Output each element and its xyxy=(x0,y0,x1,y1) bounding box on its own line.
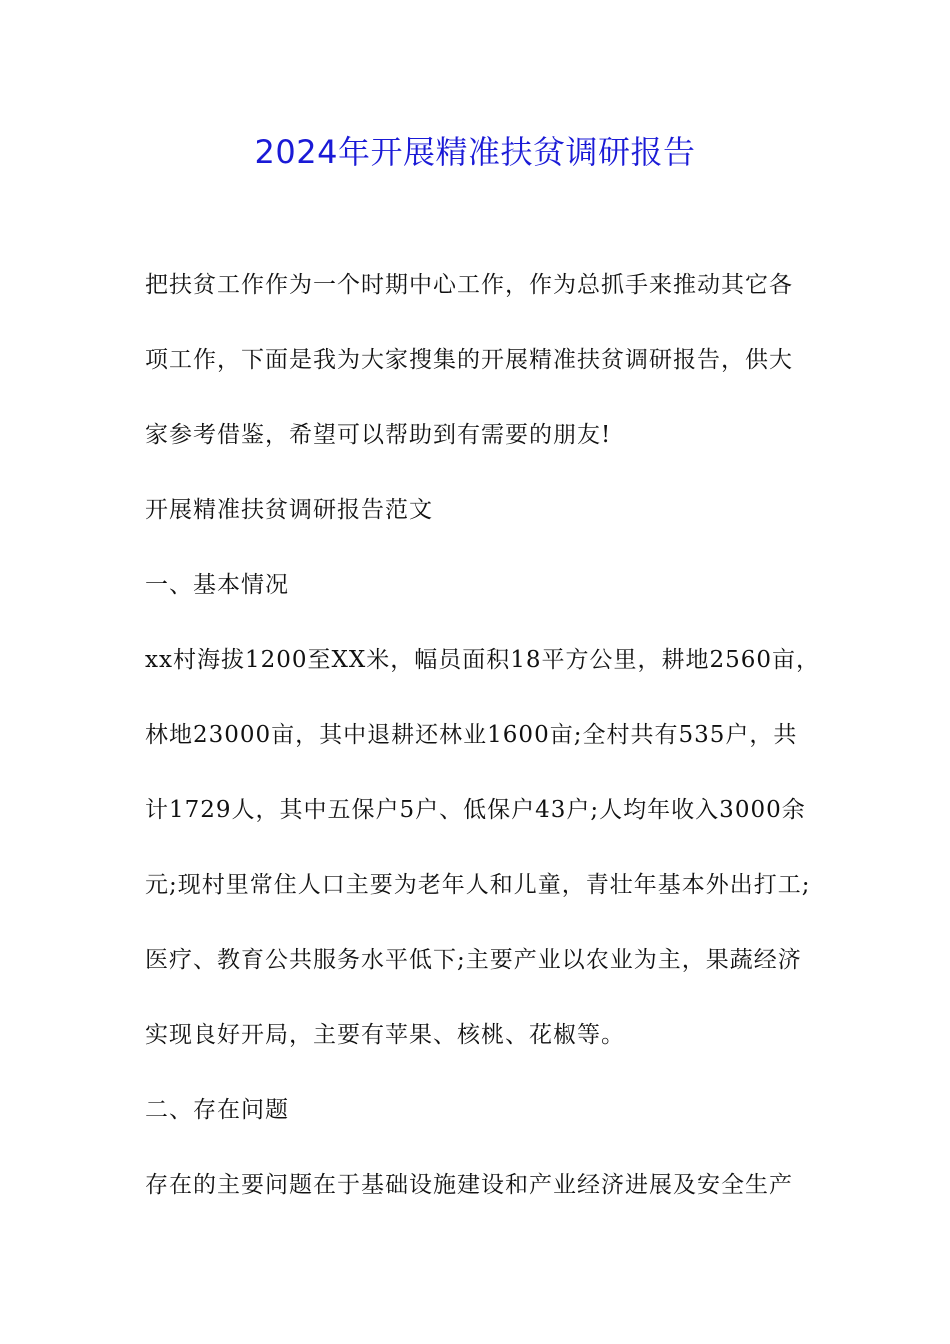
section-heading-problems: 二、存在问题 xyxy=(145,1097,289,1123)
document-title: 2024年开展精准扶贫调研报告 xyxy=(254,133,696,171)
intro-line-1: 把扶贫工作作为一个时期中心工作，作为总抓手来推动其它各 xyxy=(145,272,793,298)
body-line-5: 医疗、教育公共服务水平低下;主要产业以农业为主，果蔬经济 xyxy=(145,947,802,973)
intro-line-3: 家参考借鉴，希望可以帮助到有需要的朋友! xyxy=(145,422,612,448)
body-line-4: 元;现村里常住人口主要为老年人和儿童，青壮年基本外出打工; xyxy=(145,872,811,898)
body-line-3: 计1729人，其中五保户5户、低保户43户;人均年收入3000余 xyxy=(145,797,806,823)
body-line-7: 存在的主要问题在于基础设施建设和产业经济进展及安全生产 xyxy=(145,1172,793,1198)
intro-line-2: 项工作，下面是我为大家搜集的开展精准扶贫调研报告，供大 xyxy=(145,347,793,373)
body-line-1: xx村海拔1200至XX米，幅员面积18平方公里，耕地2560亩， xyxy=(145,647,821,673)
section-heading-basic-situation: 一、基本情况 xyxy=(145,572,289,598)
section-heading-sample: 开展精准扶贫调研报告范文 xyxy=(145,497,433,523)
body-line-2: 林地23000亩，其中退耕还林业1600亩;全村共有535户，共 xyxy=(145,722,798,748)
body-line-6: 实现良好开局，主要有苹果、核桃、花椒等。 xyxy=(145,1022,625,1048)
